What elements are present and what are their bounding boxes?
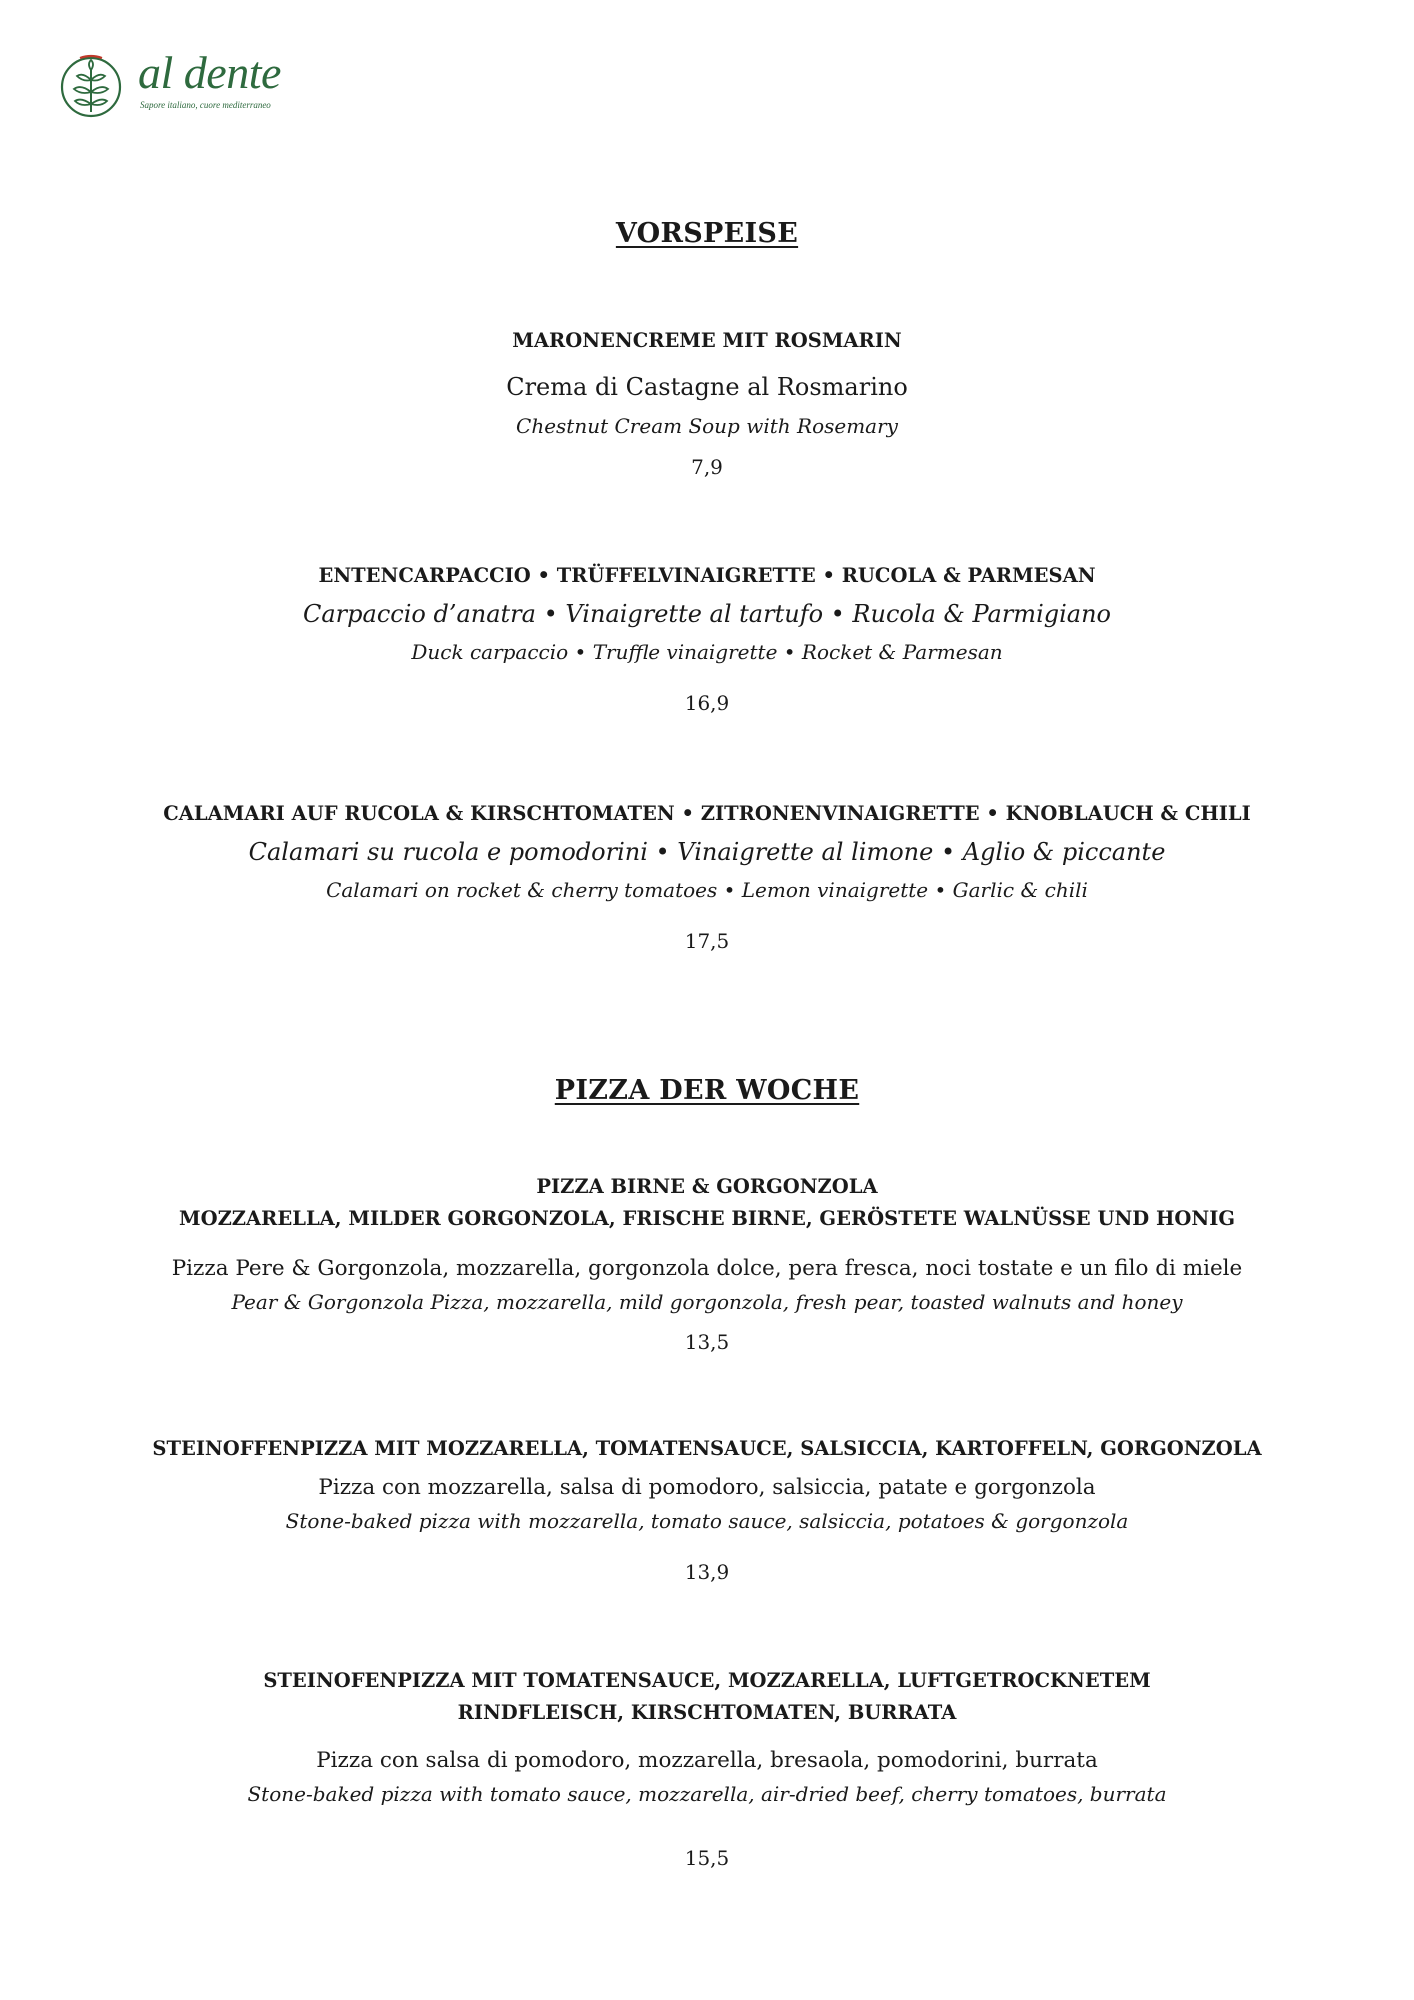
dish-italian: Pizza con salsa di pomodoro, mozzarella, bresaola, pomodorini, burrata (316, 1748, 1098, 1773)
brand-tagline: Sapore italiano, cuore mediterraneo (140, 100, 271, 110)
dish-price: 13,5 (684, 1330, 730, 1354)
dish-price: 17,5 (684, 929, 730, 953)
dish-name: STEINOFENPIZZA MIT TOMATENSAUCE, MOZZARELLA, LUFTGETROCKNETEM (263, 1669, 1151, 1692)
dish-italian: Pizza Pere & Gorgonzola, mozzarella, gorgonzola dolce, pera fresca, noci tostate e un filo di miele (171, 1256, 1243, 1281)
brand-name: al dente (138, 47, 281, 98)
dish-price: 15,5 (684, 1846, 730, 1870)
dish-name: ENTENCARPACCIO • TRÜFFELVINAIGRETTE • RUCOLA & PARMESAN (318, 564, 1096, 587)
dish-italian: Carpaccio d’anatra • Vinaigrette al tartufo • Rucola & Parmigiano (303, 600, 1111, 628)
dish-name: PIZZA BIRNE & GORGONZOLA (536, 1175, 878, 1198)
dish-italian: Crema di Castagne al Rosmarino (506, 373, 908, 401)
dish-italian: Pizza con mozzarella, salsa di pomodoro, salsiccia, patate e gorgonzola (318, 1475, 1096, 1500)
dish-price: 7,9 (691, 455, 723, 479)
dish-english: Stone-baked pizza with tomato sauce, mozzarella, air-dried beef, cherry tomatoes, burrata (247, 1782, 1167, 1806)
dish-english: Pear & Gorgonzola Pizza, mozzarella, mild gorgonzola, fresh pear, toasted walnuts and honey (231, 1290, 1183, 1314)
dish-english: Stone-baked pizza with mozzarella, tomato sauce, salsiccia, potatoes & gorgonzola (285, 1509, 1129, 1533)
section-title-pizza: PIZZA DER WOCHE (554, 1075, 860, 1106)
olive-branch-icon (50, 50, 132, 120)
dish-name: CALAMARI AUF RUCOLA & KIRSCHTOMATEN • ZITRONENVINAIGRETTE • KNOBLAUCH & CHILI (163, 802, 1251, 825)
dish-name-line2: RINDFLEISCH, KIRSCHTOMATEN, BURRATA (457, 1701, 957, 1724)
dish-english: Duck carpaccio • Truffle vinaigrette • Rocket & Parmesan (411, 640, 1003, 664)
dish-italian: Calamari su rucola e pomodorini • Vinaigrette al limone • Aglio & piccante (248, 838, 1166, 866)
dish-price: 13,9 (684, 1560, 730, 1584)
logo (50, 47, 290, 120)
section-title-vorspeise: VORSPEISE (615, 218, 799, 249)
dish-name-line2: MOZZARELLA, MILDER GORGONZOLA, FRISCHE BIRNE, GERÖSTETE WALNÜSSE UND HONIG (179, 1207, 1235, 1230)
dish-english: Chestnut Cream Soup with Rosemary (516, 414, 898, 438)
dish-english: Calamari on rocket & cherry tomatoes • Lemon vinaigrette • Garlic & chili (326, 878, 1088, 902)
dish-name: MARONENCREME MIT ROSMARIN (512, 329, 902, 352)
dish-price: 16,9 (684, 691, 730, 715)
dish-name: STEINOFFENPIZZA MIT MOZZARELLA, TOMATENSAUCE, SALSICCIA, KARTOFFELN, GORGONZOLA (152, 1437, 1262, 1460)
